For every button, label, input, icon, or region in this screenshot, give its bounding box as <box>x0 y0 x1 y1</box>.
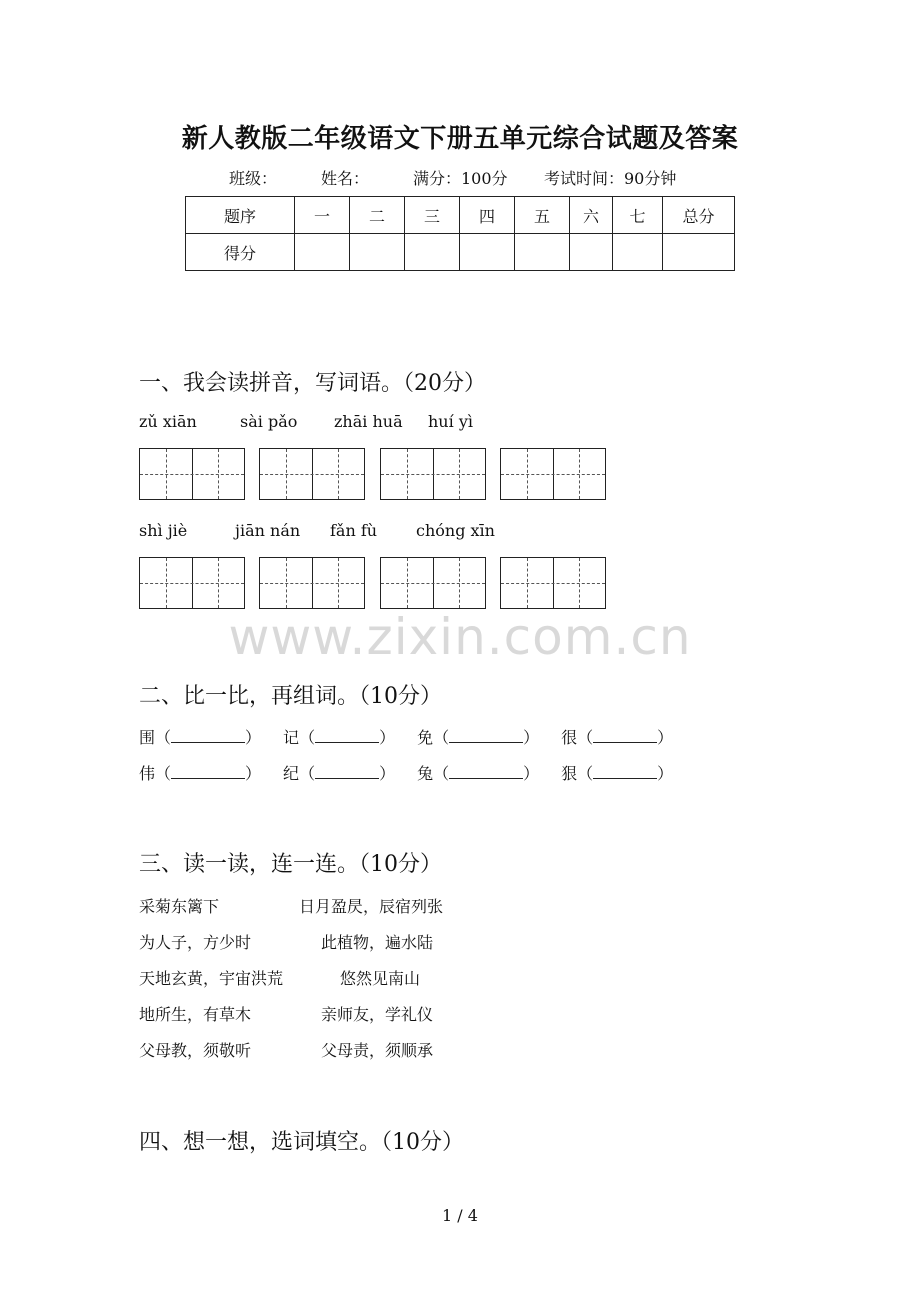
pinyin-row-1 <box>139 412 739 434</box>
exam-info <box>229 166 676 189</box>
answer-blank[interactable] <box>171 728 245 743</box>
character: 狠 <box>561 764 578 783</box>
header-cell: 二 <box>350 197 405 234</box>
pinyin-text: zhāi huā <box>334 412 403 431</box>
paren-close: ） <box>379 764 396 783</box>
pinyin-text: shì jiè <box>139 521 188 540</box>
answer-blank[interactable] <box>449 764 523 779</box>
paren-close: ） <box>245 764 262 783</box>
paren-close: ） <box>523 764 540 783</box>
section-2-title: 二、比一比，再组词。（10分） <box>139 684 442 709</box>
match-right-item[interactable]: 日月盈昃，辰宿列张 <box>299 897 444 916</box>
character: 记 <box>283 728 300 747</box>
score-cell[interactable] <box>515 234 570 271</box>
character: 伟 <box>139 764 156 783</box>
match-right-item[interactable]: 父母责，须顺承 <box>321 1041 434 1060</box>
name-label: 姓名： <box>321 169 370 188</box>
score-cell[interactable] <box>663 234 735 271</box>
paren-open: （ <box>155 728 172 747</box>
paren-close: ） <box>245 728 262 747</box>
match-left-item[interactable]: 父母教，须敬听 <box>139 1041 252 1060</box>
header-cell: 五 <box>515 197 570 234</box>
paren-close: ） <box>523 728 540 747</box>
answer-blank[interactable] <box>593 764 657 779</box>
score-cell[interactable] <box>350 234 405 271</box>
header-cell: 六 <box>570 197 613 234</box>
paren-open: （ <box>299 728 316 747</box>
score-cell[interactable] <box>405 234 460 271</box>
writing-grid-box[interactable] <box>259 448 365 500</box>
match-left-item[interactable]: 地所生，有草木 <box>139 1005 252 1024</box>
time-label: 考试时间：90分钟 <box>544 169 677 188</box>
header-cell: 一 <box>295 197 350 234</box>
answer-blank[interactable] <box>171 764 245 779</box>
header-cell: 题序 <box>186 197 295 234</box>
paren-close: ） <box>657 764 674 783</box>
pinyin-text: fǎn fù <box>330 521 378 540</box>
match-left-item[interactable]: 为人子，方少时 <box>139 933 252 952</box>
answer-blank[interactable] <box>449 728 523 743</box>
pinyin-text: sài pǎo <box>240 412 298 431</box>
header-cell: 七 <box>613 197 663 234</box>
match-right-item[interactable]: 悠然见南山 <box>340 969 421 988</box>
section-1-title: 一、我会读拼音，写词语。（20分） <box>139 371 486 396</box>
character: 兔 <box>417 764 434 783</box>
pinyin-row-2 <box>139 521 739 543</box>
match-left-item[interactable]: 采菊东篱下 <box>139 897 220 916</box>
watermark: www.zixin.com.cn <box>228 608 692 666</box>
score-row-label: 得分 <box>186 234 295 271</box>
paren-close: ） <box>379 728 396 747</box>
paren-open: （ <box>433 764 450 783</box>
paren-open: （ <box>433 728 450 747</box>
character: 纪 <box>283 764 300 783</box>
pinyin-text: chóng xīn <box>416 521 495 540</box>
answer-blank[interactable] <box>315 728 379 743</box>
section-4-title: 四、想一想，选词填空。（10分） <box>139 1130 464 1155</box>
match-left-item[interactable]: 天地玄黄，宇宙洪荒 <box>139 969 284 988</box>
score-table-header-row <box>186 197 735 234</box>
match-right-item[interactable]: 此植物，遍水陆 <box>321 933 434 952</box>
header-cell: 总分 <box>663 197 735 234</box>
score-cell[interactable] <box>295 234 350 271</box>
score-cell[interactable] <box>460 234 515 271</box>
writing-grid-box[interactable] <box>500 448 606 500</box>
section-3-title: 三、读一读，连一连。（10分） <box>139 852 442 877</box>
paren-close: ） <box>657 728 674 747</box>
compare-row-1 <box>139 725 673 748</box>
match-right-item[interactable]: 亲师友，学礼仪 <box>321 1005 434 1024</box>
paren-open: （ <box>577 764 594 783</box>
page-title: 新人教版二年级语文下册五单元综合试题及答案 <box>181 124 739 154</box>
paren-open: （ <box>155 764 172 783</box>
character: 很 <box>561 728 578 747</box>
writing-grid-box[interactable] <box>139 448 245 500</box>
full-score-label: 满分：100分 <box>413 169 508 188</box>
score-cell[interactable] <box>613 234 663 271</box>
score-table-score-row <box>186 234 735 271</box>
answer-blank[interactable] <box>593 728 657 743</box>
character: 围 <box>139 728 156 747</box>
writing-grid-box[interactable] <box>380 448 486 500</box>
paren-open: （ <box>299 764 316 783</box>
answer-blank[interactable] <box>315 764 379 779</box>
score-table <box>185 196 735 271</box>
header-cell: 四 <box>460 197 515 234</box>
writing-grid-box[interactable] <box>500 557 606 609</box>
score-cell[interactable] <box>570 234 613 271</box>
page-number: 1 / 4 <box>442 1206 478 1225</box>
pinyin-text: jiān nán <box>235 521 301 540</box>
character: 免 <box>417 728 434 747</box>
class-label: 班级： <box>229 169 278 188</box>
paren-open: （ <box>577 728 594 747</box>
pinyin-text: huí yì <box>428 412 473 431</box>
writing-grid-box[interactable] <box>380 557 486 609</box>
writing-grid-box[interactable] <box>139 557 245 609</box>
header-cell: 三 <box>405 197 460 234</box>
writing-grid-box[interactable] <box>259 557 365 609</box>
pinyin-text: zǔ xiān <box>139 412 197 431</box>
compare-row-2 <box>139 761 673 784</box>
